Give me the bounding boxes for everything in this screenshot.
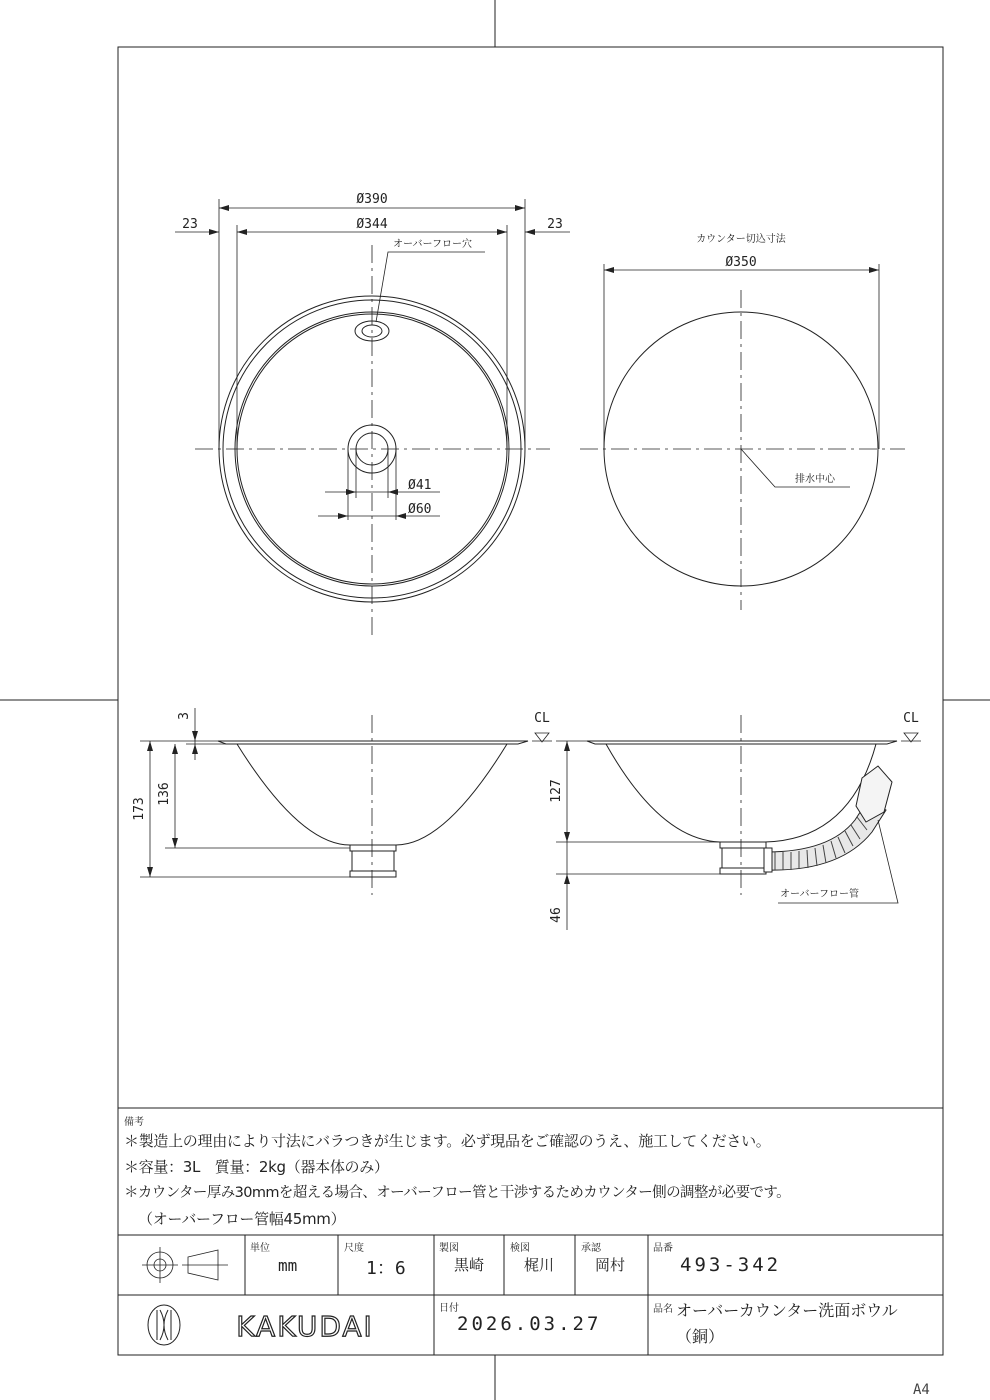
dim-d60: Ø60	[408, 502, 432, 517]
notes-heading: 備考	[124, 1117, 144, 1128]
dim-right-23: 23	[547, 217, 563, 232]
date-value: 2026.03.27	[457, 1313, 602, 1335]
side-view-2	[549, 711, 921, 930]
date-label: 日付	[439, 1303, 459, 1314]
kakudai-logo	[148, 1305, 374, 1345]
dim-3: 3	[177, 712, 192, 720]
sheet-size: A4	[913, 1382, 930, 1398]
dim-d350: Ø350	[725, 255, 757, 270]
note-line: ＊カウンター厚み30mmを超える場合、オーバーフロー管と干渉するためカウンター側の調整が必要です。	[124, 1185, 791, 1201]
notes-block	[124, 1128, 790, 1232]
cutout-title: カウンター切込寸法	[696, 234, 786, 245]
unit-value: mm	[278, 1256, 298, 1275]
dim-d344: Ø344	[356, 217, 388, 232]
product-name: オーバーカウンター洗面ボウル	[676, 1301, 898, 1320]
dim-d390: Ø390	[356, 192, 388, 207]
side2-cl-label: CL	[903, 711, 919, 726]
checked-label: 検図	[510, 1243, 530, 1254]
overflow-hole-label: オーバーフロー穴	[393, 239, 472, 250]
dim-left-23: 23	[182, 217, 198, 232]
projection-symbol-icon	[142, 1247, 228, 1283]
part-label: 品番	[653, 1243, 673, 1254]
dim-136: 136	[157, 782, 172, 806]
side-view	[132, 708, 552, 895]
unit-label: 単位	[250, 1243, 270, 1254]
dim-127: 127	[549, 779, 564, 803]
brand-name: KAKUDAI	[236, 1310, 374, 1343]
top-view	[175, 192, 570, 640]
note-line: ＊製造上の理由により寸法にバラつきが生じます。必ず現品をご確認のうえ、施工してください。	[124, 1132, 771, 1150]
approved-value: 岡村	[595, 1256, 626, 1274]
approved-label: 承認	[581, 1243, 601, 1254]
scale-value: 1：6	[366, 1258, 406, 1279]
drawn-label: 製図	[439, 1243, 459, 1254]
dim-173: 173	[132, 797, 147, 821]
note-line: （オーバーフロー管幅45mm）	[138, 1210, 346, 1228]
dim-46: 46	[549, 907, 564, 923]
dim-d41: Ø41	[408, 478, 432, 493]
drawn-value: 黒崎	[454, 1256, 485, 1274]
drain-center-label: 排水中心	[795, 474, 835, 485]
part-number: 493-342	[680, 1254, 782, 1276]
note-line: ＊容量：3L 質量：2kg（器本体のみ）	[124, 1158, 389, 1176]
name-label: 品名	[653, 1304, 673, 1315]
side-cl-label: CL	[534, 711, 550, 726]
product-material: （銅）	[676, 1327, 725, 1346]
overflow-pipe-label: オーバーフロー管	[780, 889, 859, 900]
checked-value: 梶川	[524, 1256, 555, 1274]
scale-label: 尺度	[344, 1243, 364, 1254]
cutout-view	[580, 232, 905, 610]
